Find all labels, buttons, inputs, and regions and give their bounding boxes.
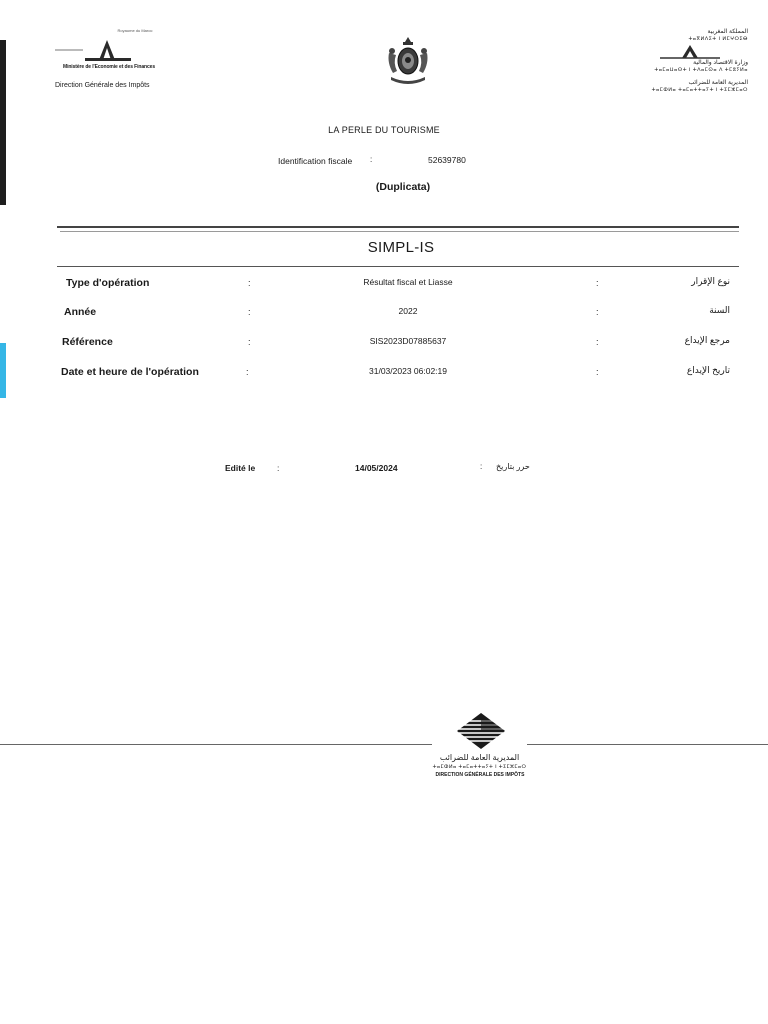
row-label-ar: نوع الإقرار <box>691 276 730 286</box>
row-separator: : <box>596 337 599 347</box>
edited-label: Edité le <box>225 463 256 473</box>
row-separator: : <box>596 367 599 377</box>
morocco-coat-of-arms-icon <box>383 33 433 88</box>
document-title: SIMPL-IS <box>367 239 435 256</box>
fiscal-id-value: 52639780 <box>428 155 466 165</box>
dgi-arabic: المديرية العامة للضرائب <box>688 80 748 86</box>
footer-dgi-tifinagh: ⵜⴰⵎⵀⵍⴰ ⵜⴰⵎⴰⵜⵜⴰⵢⵜ ⵏ ⵜⵉⵎⵣⵎⴰⵔ <box>432 764 527 770</box>
row-year <box>0 306 768 326</box>
title-divider <box>57 266 739 267</box>
row-label-ar: السنة <box>709 305 730 315</box>
kingdom-arabic: المملكة المغربية <box>707 29 748 35</box>
duplicata-label: (Duplicata) <box>375 181 431 193</box>
row-value: 2022 <box>398 306 418 316</box>
row-operation-type <box>0 277 768 297</box>
row-value: Résultat fiscal et Liasse <box>363 277 453 287</box>
row-separator: : <box>596 307 599 317</box>
footer-dgi-french: DIRECTION GÉNÉRALE DES IMPÔTS <box>435 772 525 778</box>
header-ministry-block <box>55 28 180 89</box>
kingdom-tifinagh: ⵜⴰⴳⵍⴷⵉⵜ ⵏ ⵍⵎⵖⵔⵉⴱ <box>688 36 748 42</box>
edited-separator-ar: : <box>480 462 483 471</box>
company-name: LA PERLE DU TOURISME <box>328 125 440 135</box>
row-value: SIS2023D07885637 <box>369 336 447 346</box>
row-separator: : <box>248 278 251 288</box>
ministry-arabic: وزارة الاقتصاد والمالية <box>693 60 748 66</box>
row-value: 31/03/2023 06:02:19 <box>369 366 447 376</box>
row-separator: : <box>248 307 251 317</box>
edited-date: 14/05/2024 <box>355 463 398 473</box>
dgi-name: Direction Générale des Impôts <box>55 82 150 89</box>
kingdom-text: Royaume du Maroc <box>117 28 153 33</box>
edited-separator: : <box>277 463 280 473</box>
row-label-ar: تاريخ الإيداع <box>686 365 730 375</box>
top-divider-shadow <box>60 231 739 232</box>
dgi-tifinagh: ⵜⴰⵎⵀⵍⴰ ⵜⴰⵎⴰⵜⵜⴰⵢⵜ ⵏ ⵜⵉⵎⵣⵎⴰⵔ <box>651 87 748 93</box>
row-operation-date <box>0 366 768 386</box>
header-arabic-block <box>630 28 748 94</box>
ministry-logo-small-icon <box>630 43 748 59</box>
ministry-tifinagh: ⵜⴰⵎⴰⵡⴰⵙⵜ ⵏ ⵜⴷⴰⵎⵙⴰ ⴷ ⵜⵎⵓⵢⵍⴰ <box>654 67 748 73</box>
row-separator: : <box>248 337 251 347</box>
footer-rule-right <box>527 744 768 745</box>
row-reference <box>0 336 768 356</box>
row-label-ar: مرجع الإيداع <box>684 335 730 345</box>
ministry-logo-icon <box>55 34 180 62</box>
row-label-fr: Type d'opération <box>66 277 150 289</box>
top-divider <box>57 226 739 228</box>
footer-rule-left <box>0 744 432 745</box>
row-label-fr: Date et heure de l'opération <box>61 366 199 378</box>
edited-label-ar: حرر بتاريخ <box>496 462 530 471</box>
row-separator: : <box>596 278 599 288</box>
row-label-fr: Référence <box>62 336 113 348</box>
fiscal-id-separator: : <box>370 155 373 164</box>
ministry-name: Ministère de l'Economie et des Finances <box>63 64 156 70</box>
row-label-fr: Année <box>64 306 97 318</box>
dgi-logo-icon <box>455 711 507 751</box>
row-separator: : <box>246 367 249 377</box>
footer-dgi-arabic: المديرية العامة للضرائب <box>439 753 520 762</box>
fiscal-id-label: Identification fiscale <box>278 156 353 166</box>
